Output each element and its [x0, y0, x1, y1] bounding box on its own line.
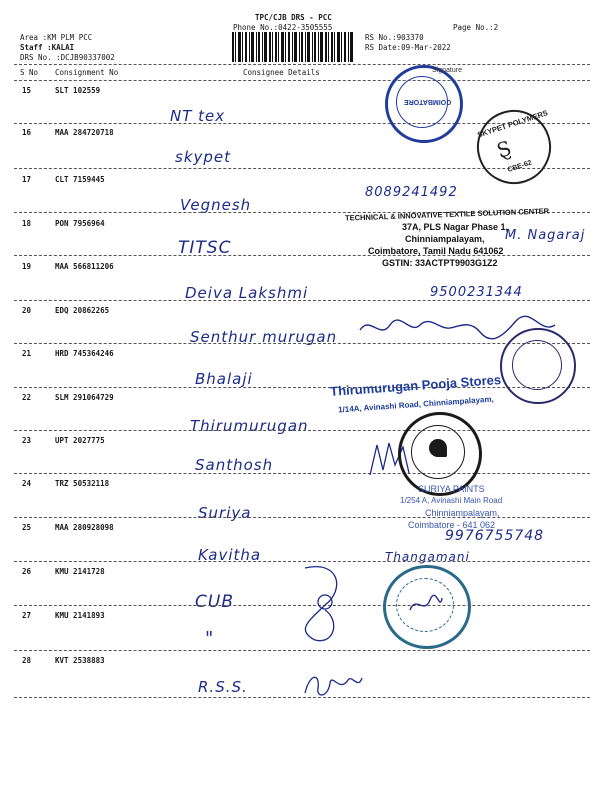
row-divider	[14, 255, 590, 256]
skypet-round-stamp	[467, 100, 560, 193]
row-20-sno: 20	[22, 306, 32, 315]
row-19-sno: 19	[22, 262, 32, 271]
service-round-stamp	[500, 328, 576, 404]
rs-date: RS Date:09-Mar-2022	[365, 43, 451, 52]
area-label: Area :KM PLM PCC	[20, 33, 93, 42]
handwritten-signature-titsc: M. Nagaraj	[505, 228, 586, 243]
pooja-stamp-name: Thirumurugan Pooja Stores	[329, 372, 502, 399]
row-17-sno: 17	[22, 175, 32, 184]
header-top-rule	[14, 64, 590, 65]
suriya-stamp-name: SURIYA PAINTS	[418, 484, 485, 494]
col-consignee: Consignee Details	[243, 68, 320, 77]
drs-number: DRS No. :DCJB90337002	[20, 53, 115, 62]
skypet-stamp-name: SKYPET POLYMERS	[476, 108, 549, 140]
row-19-consignment: MAA 566811206	[55, 262, 114, 271]
ntex-round-stamp	[385, 65, 463, 143]
row-24-consignee: Suriya	[198, 504, 252, 522]
row-21-consignment: HRD 745364246	[55, 349, 114, 358]
row-26-sno: 26	[22, 567, 32, 576]
handwritten-phone-kavitha: 9976755748	[445, 528, 545, 544]
row-25-consignee: Kavitha	[198, 546, 262, 564]
row-divider	[14, 517, 590, 518]
row-26-consignee: CUB	[195, 592, 234, 612]
row-25-consignment: MAA 280928098	[55, 523, 114, 532]
row-23-consignment: UPT 2027775	[55, 436, 105, 445]
row-24-sno: 24	[22, 479, 32, 488]
skypet-stamp-glyph: Ȿ	[493, 135, 515, 163]
row-16-consignee: skypet	[175, 148, 232, 166]
row-20-consignment: EDQ 20862265	[55, 306, 110, 315]
suriya-stamp-area: Chinniampalayam,	[425, 508, 500, 518]
row-26-consignment: KMU 2141728	[55, 567, 105, 576]
ntex-stamp-city: COIMBATORE	[404, 98, 452, 105]
suriya-stamp-address: 1/254 A, Avinashi Main Road	[400, 496, 503, 505]
row-17-consignee: Vegnesh	[180, 196, 252, 214]
row-divider	[14, 473, 590, 474]
ntex-signature-label: Signature	[432, 67, 462, 74]
row-15-consignee: NT tex	[170, 107, 226, 125]
titsc-stamp-line4: Coimbatore, Tamil Nadu 641062	[368, 246, 504, 256]
row-23-consignee: Santhosh	[195, 456, 274, 474]
titsc-stamp-line1: TECHNICAL & INNOVATIVE TEXTILE SOLUTION CENTER	[344, 206, 550, 223]
page-number: Page No.:2	[453, 23, 499, 32]
row-divider	[14, 650, 590, 651]
row-22-consignee: Thirumurugan	[190, 417, 309, 435]
document-title: TPC/CJB DRS - PCC	[255, 13, 332, 22]
suriya-stamp-city: Coimbatore - 641 062	[408, 520, 496, 530]
row-18-consignment: PON 7956964	[55, 219, 105, 228]
row-16-sno: 16	[22, 128, 32, 137]
row-20-consignee: Senthur murugan	[190, 328, 338, 346]
barcode-image	[232, 32, 354, 62]
staff-label: Staff :KALAI	[20, 43, 75, 52]
phone-number: Phone No.:0422-3505555	[233, 23, 333, 32]
row-divider	[14, 300, 590, 301]
row-15-consignment: SLT 102559	[55, 86, 101, 95]
row-15-sno: 15	[22, 86, 32, 95]
signature-scribble-cub	[285, 560, 355, 645]
handwritten-signature-kavitha: Thangamani	[385, 550, 470, 564]
row-18-sno: 18	[22, 219, 32, 228]
titsc-stamp-line2: 37A, PLS Nagar Phase 1,	[402, 222, 509, 232]
row-18-consignee: TITSC	[178, 238, 232, 258]
cub-stamp-signature-icon	[408, 590, 444, 620]
col-sno: S No	[20, 68, 39, 77]
row-21-consignee: Bhalaji	[195, 370, 253, 388]
row-28-sno: 28	[22, 656, 32, 665]
row-28-consignment: KVT 2538883	[55, 656, 105, 665]
skypet-stamp-cbe: CBE-62	[506, 159, 533, 174]
row-27-consignee: "	[205, 628, 215, 649]
handwritten-phone-deiva: 9500231344	[430, 285, 523, 300]
pooja-stamp-address: 1/14A, Avinashi Road, Chinniampalayam,	[337, 394, 495, 415]
row-27-consignment: KMU 2141893	[55, 611, 105, 620]
row-25-sno: 25	[22, 523, 32, 532]
row-divider	[14, 387, 590, 388]
signature-scribble-rss	[300, 668, 370, 703]
titsc-stamp-line5: GSTIN: 33ACTPT9903G1Z2	[382, 258, 498, 268]
cub-round-stamp	[383, 565, 471, 649]
handwritten-phone-vegnesh: 8089241492	[365, 185, 458, 200]
row-22-sno: 22	[22, 393, 32, 402]
row-28-consignee: R.S.S.	[198, 678, 248, 696]
col-consignment: Consignment No	[55, 68, 119, 77]
row-27-sno: 27	[22, 611, 32, 620]
row-22-consignment: SLM 291064729	[55, 393, 114, 402]
rs-number: RS No.:903370	[365, 33, 424, 42]
header-bottom-rule	[14, 80, 590, 81]
row-divider	[14, 430, 590, 431]
row-24-consignment: TRZ 50532118	[55, 479, 110, 488]
row-21-sno: 21	[22, 349, 32, 358]
row-19-consignee: Deiva Lakshmi	[185, 284, 309, 302]
row-17-consignment: CLT 7159445	[55, 175, 105, 184]
row-16-consignment: MAA 284720718	[55, 128, 114, 137]
titsc-stamp-line3: Chinniampalayam,	[405, 234, 485, 244]
row-23-sno: 23	[22, 436, 32, 445]
